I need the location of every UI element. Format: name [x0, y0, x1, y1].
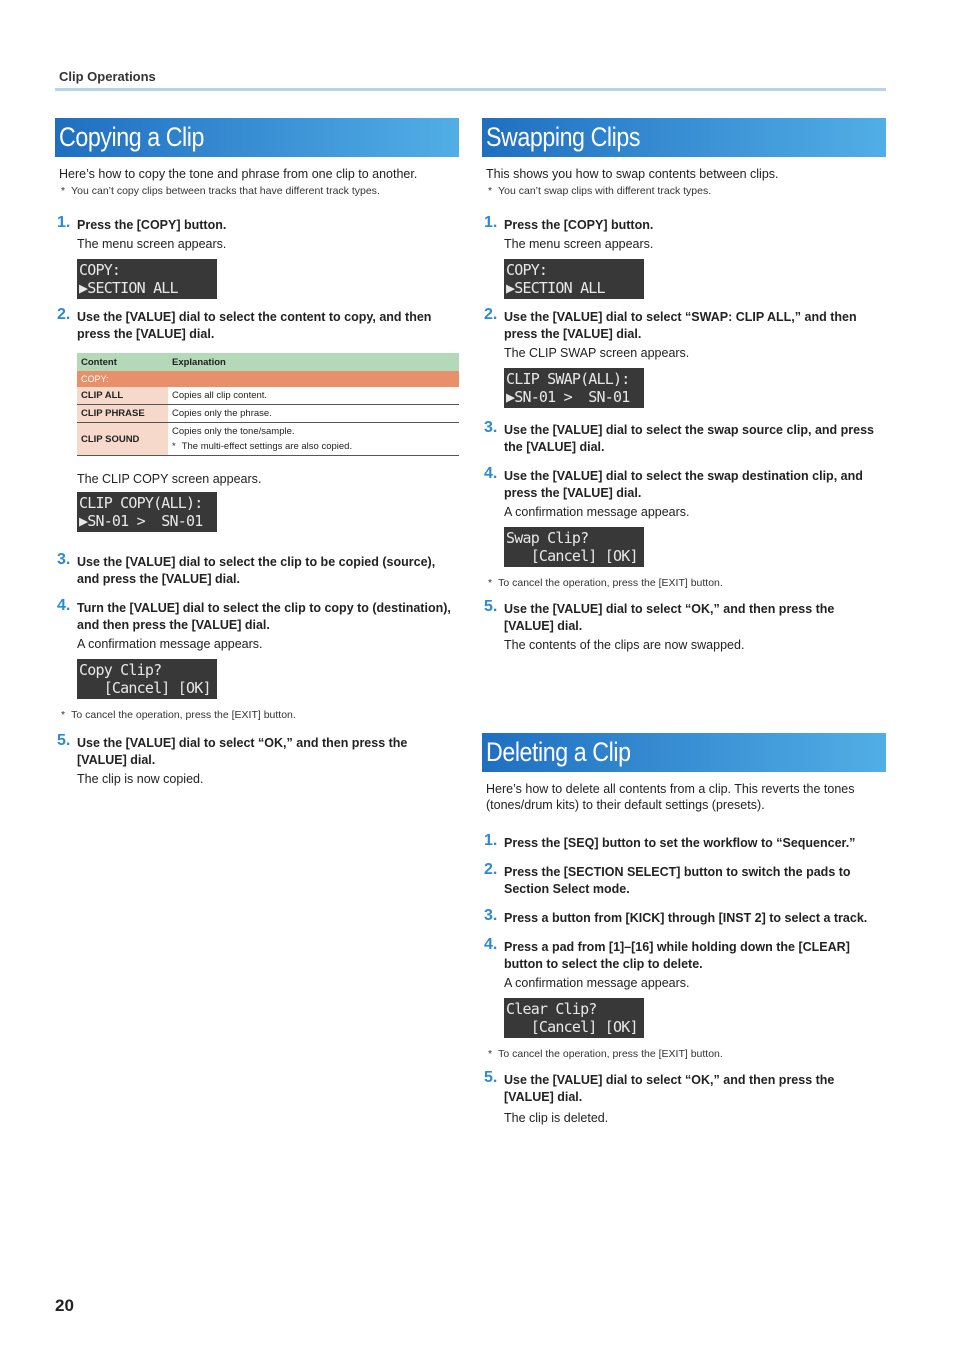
header-rule [55, 88, 886, 91]
step-number: 4. [484, 465, 498, 482]
step [55, 551, 459, 588]
step [482, 832, 886, 852]
step-text: Use the [VALUE] dial to select the clip to be copied (source), and press the [VALUE] dial. [77, 555, 436, 586]
step-number: 5. [484, 1069, 498, 1086]
step [482, 936, 886, 1038]
step-result: A confirmation message appears. [77, 637, 263, 651]
step-number: 2. [484, 306, 498, 323]
note: * To cancel the operation, press the [EXIT] button. [488, 1048, 723, 1060]
table-row: CLIP PHRASE Copies only the phrase. [77, 405, 459, 423]
step-result: The menu screen appears. [504, 237, 654, 251]
page-header-label: Clip Operations [59, 69, 156, 84]
step [55, 597, 459, 699]
section-title-swap: Swapping Clips [482, 118, 886, 157]
step [482, 1069, 886, 1127]
lcd-screen: Clear Clip? [Cancel] [OK] [504, 998, 644, 1038]
lcd-wrapper [77, 492, 459, 532]
step [482, 306, 886, 408]
step-text: Use the [VALUE] dial to select the swap source clip, and press the [VALUE] dial. [504, 423, 875, 454]
step-number: 3. [484, 907, 498, 924]
step-number: 2. [57, 306, 71, 323]
lcd-screen: COPY: ▶SECTION ALL [504, 259, 644, 299]
step-text: Use the [VALUE] dial to select “OK,” and then press the [VALUE] dial. [77, 736, 408, 767]
step [482, 465, 886, 567]
step-text: Use the [VALUE] dial to select “OK,” and then press the [VALUE] dial. [504, 602, 835, 633]
table-row: CLIP ALL Copies all clip content. [77, 387, 459, 405]
copy-section [55, 118, 459, 788]
note: * To cancel the operation, press the [EXIT] button. [488, 577, 723, 589]
intro-text: Here’s how to copy the tone and phrase from one clip to another. [59, 167, 418, 181]
step-result: The clip is now copied. [77, 772, 204, 786]
step-number: 2. [484, 861, 498, 878]
table-category: COPY: [77, 371, 459, 387]
note: * To cancel the operation, press the [EXIT] button. [61, 709, 296, 721]
step-number: 3. [57, 551, 71, 568]
lcd-screen: Swap Clip? [Cancel] [OK] [504, 527, 644, 567]
intro-text: Here’s how to delete all contents from a clip. This reverts the tones (tones/drum kits) to their default settings (presets). [486, 782, 855, 812]
step-number: 1. [484, 214, 498, 231]
table-header: Explanation [168, 353, 459, 371]
intro-text: This shows you how to swap contents between clips. [486, 167, 779, 181]
swap-section [482, 118, 886, 654]
step [482, 598, 886, 654]
table-header: Content [77, 353, 168, 371]
step-number: 4. [484, 936, 498, 953]
lcd-screen: COPY: ▶SECTION ALL [77, 259, 217, 299]
step-number: 5. [484, 598, 498, 615]
step-text: Press the [COPY] button. [504, 218, 654, 232]
step-number: 5. [57, 732, 71, 749]
step-result: The CLIP SWAP screen appears. [504, 346, 690, 360]
step-text: Press a button from [KICK] through [INST 2] to select a track. [504, 911, 868, 925]
page-number: 20 [55, 1296, 74, 1315]
step-result: A confirmation message appears. [504, 505, 690, 519]
step-result: A confirmation message appears. [504, 976, 690, 990]
step-text: Use the [VALUE] dial to select the swap destination clip, and press the [VALUE] dial. [504, 469, 863, 500]
step-number: 4. [57, 597, 71, 614]
step-text: Use the [VALUE] dial to select the content to copy, and then press the [VALUE] dial. [77, 310, 432, 341]
note: * You can’t swap clips with different track types. [488, 185, 712, 197]
lcd-screen: CLIP SWAP(ALL): ▶SN-01 > SN-01 [504, 368, 644, 408]
step [482, 214, 886, 299]
step-number: 3. [484, 419, 498, 436]
lcd-screen: CLIP COPY(ALL): ▶SN-01 > SN-01 [77, 492, 217, 532]
step-text: Press the [SEQ] button to set the workflow to “Sequencer.” [504, 836, 856, 850]
step-result: The contents of the clips are now swapped. [504, 638, 745, 652]
step [55, 732, 459, 788]
step [482, 861, 886, 898]
step [482, 419, 886, 456]
step-result: The CLIP COPY screen appears. [77, 472, 262, 486]
step-text: Turn the [VALUE] dial to select the clip to copy to (destination), and then press the [VALUE] dial. [77, 601, 451, 632]
section-title-delete: Deleting a Clip [482, 733, 886, 772]
copy-content-table [77, 353, 459, 456]
step [55, 306, 459, 456]
section-title-copy: Copying a Clip [55, 118, 459, 157]
lcd-screen: Copy Clip? [Cancel] [OK] [77, 659, 217, 699]
note: * You can’t copy clips between tracks that have different track types. [61, 185, 380, 197]
step-number: 1. [484, 832, 498, 849]
step-number: 1. [57, 214, 71, 231]
delete-section [482, 733, 886, 1127]
step-text: Press the [COPY] button. [77, 218, 227, 232]
step-text: Use the [VALUE] dial to select “SWAP: CLIP ALL,” and then press the [VALUE] dial. [504, 310, 857, 341]
step [482, 907, 886, 927]
step-text: Press the [SECTION SELECT] button to switch the pads to Section Select mode. [504, 865, 851, 896]
step [55, 214, 459, 299]
step-text: Use the [VALUE] dial to select “OK,” and then press the [VALUE] dial. [504, 1073, 835, 1104]
step-text: Press a pad from [1]–[16] while holding down the [CLEAR] button to select the clip to delete. [504, 940, 850, 971]
step-result: The clip is deleted. [504, 1111, 609, 1125]
table-row: CLIP SOUND Copies only the tone/sample. * The multi-effect settings are also copied. [77, 423, 459, 456]
step-result: The menu screen appears. [77, 237, 227, 251]
